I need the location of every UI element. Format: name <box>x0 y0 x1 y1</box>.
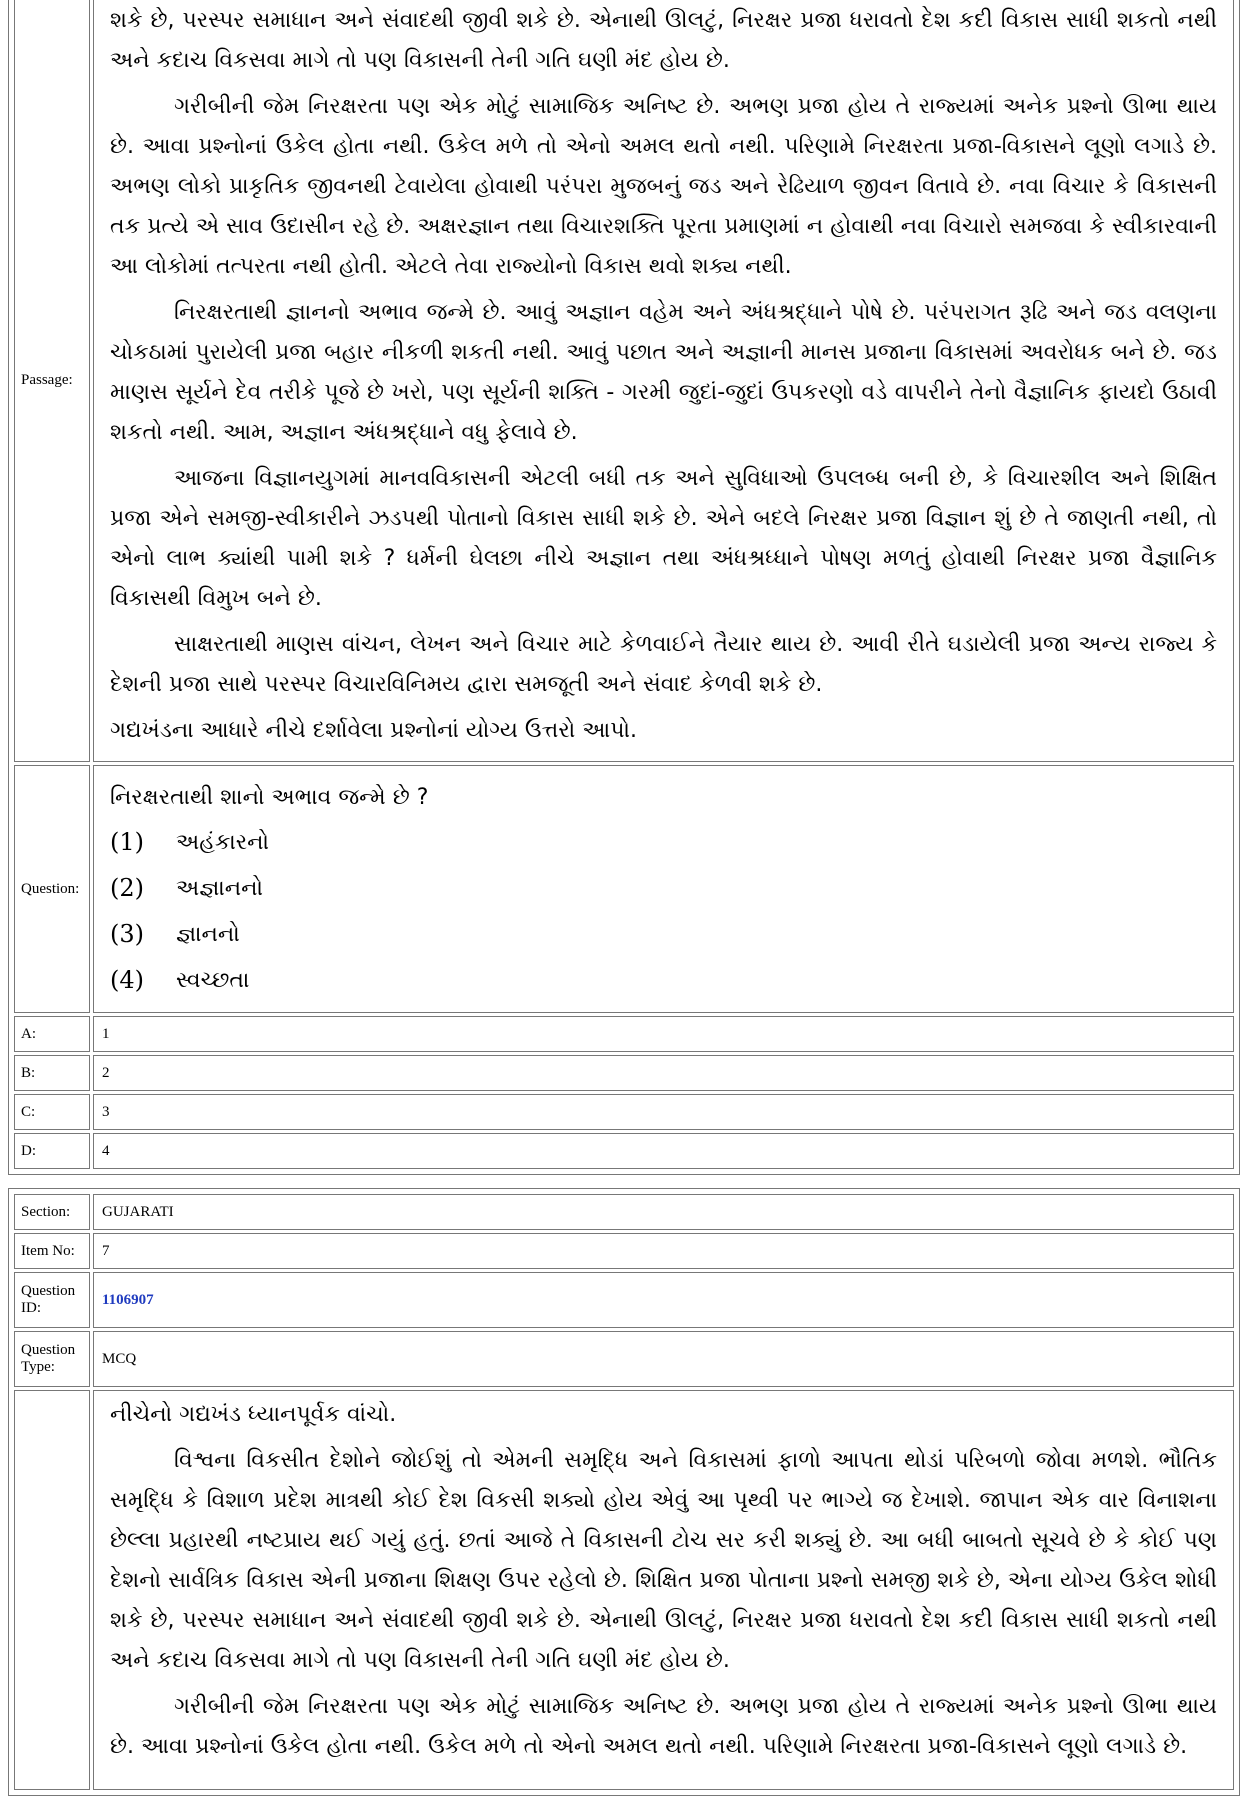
question-cell <box>93 765 1234 1013</box>
question-id-value: 1106907 <box>102 1291 154 1308</box>
option-text: અજ્ઞાનનો <box>176 875 264 901</box>
option-text: અહંકારનો <box>176 829 270 855</box>
item-value: 7 <box>93 1233 1234 1269</box>
passage-paragraph: આજના વિજ્ઞાનયુગમાં માનવવિકાસની એટલી બધી તક અને સુવિધાઓ ઉપલબ્ધ બની છે, કે વિચારશીલ અને શિક્ષિત પ્રજા એને સમજી-સ્વીકારીને ઝડપથી પોતાનો વિકાસ સાધી શકે છે. એને બદલે નિરક્ષર પ્રજા વિજ્ઞાન શું છે તે જાણતી નથી, તો એનો લાભ ક્યાંથી પામી શકે ? ધર્મની ઘેલછા નીચે અજ્ઞાન તથા અંધશ્રધ્ધાને પોષણ મળતું હોવાથી નિરક્ષર પ્રજા વૈજ્ઞાનિક વિકાસથી વિમુખ બને છે. <box>110 466 1217 611</box>
passage-paragraph: ગરીબીની જેમ નિરક્ષરતા પણ એક મોટું સામાજિક અનિષ્ટ છે. અભણ પ્રજા હોય તે રાજ્યમાં અનેક પ્રશ્નો ઊભા થાય છે. આવા પ્રશ્નોનાં ઉકેલ હોતા નથી. ઉકેલ મળે તો એનો અમલ થતો નથી. પરિણામે નિરક્ષરતા પ્રજા-વિકાસને લૂણો લગાડે છે. <box>110 1694 1217 1759</box>
passage-cell <box>93 0 1234 762</box>
passage-row <box>14 1390 1234 1790</box>
question-type-value: MCQ <box>93 1331 1234 1387</box>
question-text: નિરક્ષરતાથી શાનો અભાવ જન્મે છે ? <box>110 784 429 810</box>
question-label: Question: <box>14 765 90 1013</box>
option-number: (4) <box>110 966 144 994</box>
passage-cell <box>93 1390 1234 1790</box>
option-3 <box>110 911 1217 957</box>
passage-paragraph: વિશ્વના વિકસીત દેશોને જોઈશું તો એમની સમૃદ્ધિ અને વિકાસમાં ફાળો આપતા થોડાં પરિબળો જોવા મળશે. ભૌતિક સમૃદ્ધિ કે વિશાળ પ્રદેશ માત્રથી કોઈ દેશ વિકસી શક્યો હોય એવું આ પૃથ્વી પર ભાગ્યે જ દેખાશે. જાપાન એક વાર વિનાશના છેલ્લા પ્રહારથી નષ્ટપ્રાય થઈ ગયું હતું. છતાં આજે તે વિકાસની ટોચ સર કરી શક્યું છે. આ બધી બાબતો સૂચવે છે કે કોઈ પણ દેશનો સાર્વત્રિક વિકાસ એની પ્રજાના શિક્ષણ ઉપર રહેલો છે. શિક્ષિત પ્રજા પોતાના પ્રશ્નો સમજી શકે છે, એના યોગ્ય ઉકેલ શોધી શકે છે, પરસ્પર સમાધાન અને સંવાદથી જીવી શકે છે. એનાથી ઊલટું, નિરક્ષર પ્રજા ધરાવતો દેશ કદી વિકાસ સાધી શકતો નથી અને કદાચ વિકસવા માગે તો પણ વિકાસની તેની ગતિ ઘણી મંદ હોય છે. <box>110 1448 1217 1673</box>
section-row <box>14 1194 1234 1230</box>
question-table-2 <box>11 1191 1237 1793</box>
answer-value: 1 <box>93 1016 1234 1052</box>
answer-row-c <box>14 1094 1234 1130</box>
answer-row-a <box>14 1016 1234 1052</box>
answer-value: 2 <box>93 1055 1234 1091</box>
passage-paragraph: શકે છે, પરસ્પર સમાધાન અને સંવાદથી જીવી શકે છે. એનાથી ઊલટું, નિરક્ષર પ્રજા ધરાવતો દેશ કદી વિકાસ સાધી શકતો નથી અને કદાચ વિકસવા માગે તો પણ વિકાસની તેની ગતિ ઘણી મંદ હોય છે. <box>110 8 1217 73</box>
option-number: (2) <box>110 874 144 902</box>
answer-label: B: <box>14 1055 90 1091</box>
answer-value: 3 <box>93 1094 1234 1130</box>
option-2 <box>110 865 1217 911</box>
answer-row-b <box>14 1055 1234 1091</box>
passage-text <box>110 1 1217 751</box>
answer-value: 4 <box>93 1133 1234 1169</box>
question-id-label: Question ID: <box>14 1272 90 1328</box>
option-text: સ્વચ્છતા <box>176 967 250 993</box>
option-number: (3) <box>110 920 144 948</box>
passage-paragraph: સાક્ષરતાથી માણસ વાંચન, લેખન અને વિચાર માટે કેળવાઈને તૈયાર થાય છે. આવી રીતે ઘડાયેલી પ્રજા અન્ય રાજ્ય કે દેશની પ્રજા સાથે પરસ્પર વિચારવિનિમય દ્વારા સમજૂતી અને સંવાદ કેળવી શકે છે. <box>110 632 1217 697</box>
section-label: Section: <box>14 1194 90 1230</box>
answer-label: D: <box>14 1133 90 1169</box>
passage-text <box>110 1395 1217 1767</box>
answer-label: A: <box>14 1016 90 1052</box>
answer-label: C: <box>14 1094 90 1130</box>
answer-row-d <box>14 1133 1234 1169</box>
question-id-cell <box>93 1272 1234 1328</box>
passage-label: Passage: <box>14 0 90 762</box>
option-1 <box>110 819 1217 865</box>
question-type-label: Question Type: <box>14 1331 90 1387</box>
question-id-row <box>14 1272 1234 1328</box>
option-text: જ્ઞાનનો <box>176 921 240 947</box>
option-4 <box>110 957 1217 1003</box>
question-table-1 <box>11 0 1237 1172</box>
passage-instruction: નીચેનો ગદ્યખંડ ધ્યાનપૂર્વક વાંચો. <box>110 1402 397 1427</box>
section-value: GUJARATI <box>93 1194 1234 1230</box>
item-label: Item No: <box>14 1233 90 1269</box>
question-row <box>14 765 1234 1013</box>
option-number: (1) <box>110 828 144 856</box>
passage-paragraph: નિરક્ષરતાથી જ્ઞાનનો અભાવ જન્મે છે. આવું અજ્ઞાન વહેમ અને અંધશ્રદ્ધાને પોષે છે. પરંપરાગત રૂઢિ અને જડ વલણના ચોકઠામાં પુરાયેલી પ્રજા બહાર નીકળી શકતી નથી. આવું પછાત અને અજ્ઞાની માનસ પ્રજાના વિકાસમાં અવરોધક બને છે. જડ માણસ સૂર્યને દેવ તરીકે પૂજે છે ખરો, પણ સૂર્યની શક્તિ - ગરમી જુદાં-જુદાં ઉપકરણો વડે વાપરીને તેનો વૈજ્ઞાનિક ફાયદો ઉઠાવી શકતો નથી. આમ, અજ્ઞાન અંધશ્રદ્ધાને વધુ ફેલાવે છે. <box>110 300 1217 445</box>
question-card-2 <box>8 1188 1240 1796</box>
passage-label-empty <box>14 1390 90 1790</box>
passage-paragraph: ગરીબીની જેમ નિરક્ષરતા પણ એક મોટું સામાજિક અનિષ્ટ છે. અભણ પ્રજા હોય તે રાજ્યમાં અનેક પ્રશ્નો ઊભા થાય છે. આવા પ્રશ્નોનાં ઉકેલ હોતા નથી. ઉકેલ મળે તો એનો અમલ થતો નથી. પરિણામે નિરક્ષરતા પ્રજા-વિકાસને લૂણો લગાડે છે. અભણ લોકો પ્રાકૃતિક જીવનથી ટેવાયેલા હોવાથી પરંપરા મુજબનું જડ અને રેઢિયાળ જીવન વિતાવે છે. નવા વિચાર કે વિકાસની તક પ્રત્યે એ સાવ ઉદાસીન રહે છે. અક્ષરજ્ઞાન તથા વિચારશક્તિ પૂરતા પ્રમાણમાં ન હોવાથી નવા વિચારો સમજવા કે સ્વીકારવાની આ લોકોમાં તત્પરતા નથી હોતી. એટલે તેવા રાજ્યોનો વિકાસ થવો શક્ય નથી. <box>110 94 1217 279</box>
passage-row <box>14 0 1234 762</box>
question-card-1 <box>8 0 1240 1175</box>
question-type-row <box>14 1331 1234 1387</box>
item-row <box>14 1233 1234 1269</box>
passage-instruction: ગદ્યખંડના આધારે નીચે દર્શાવેલા પ્રશ્નોનાં યોગ્ય ઉત્તરો આપો. <box>110 718 637 743</box>
